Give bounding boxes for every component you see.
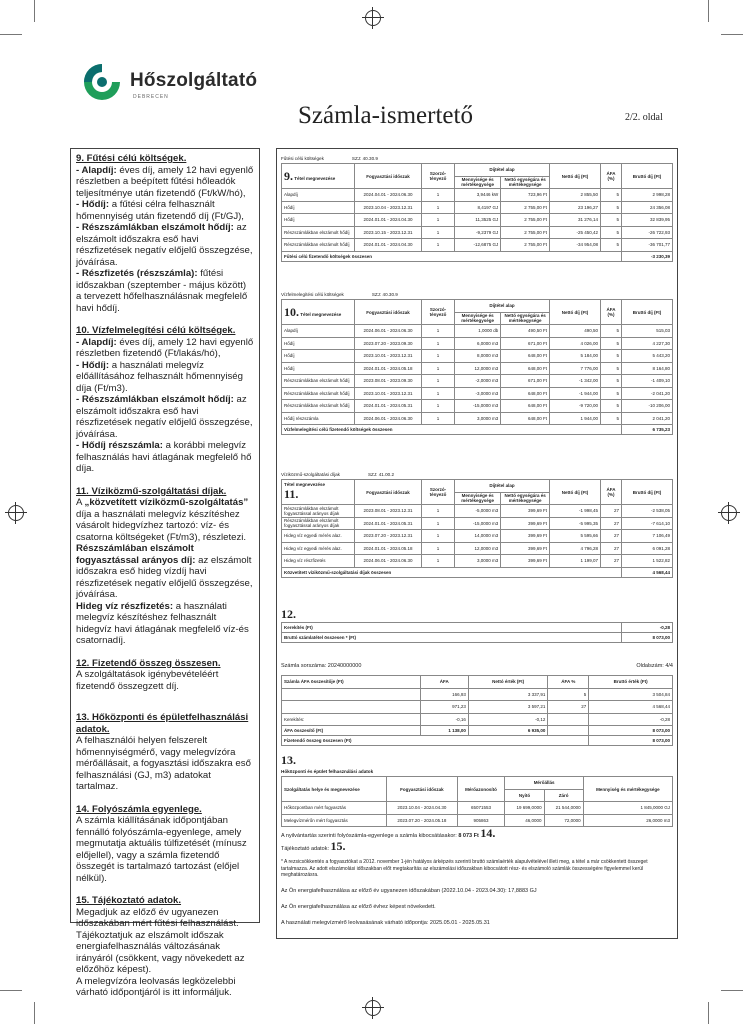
total-block bbox=[281, 607, 673, 643]
table-cell: 1 bbox=[422, 400, 455, 413]
table-cell: 4 026,00 bbox=[550, 337, 601, 350]
table-cell: -15,0000 m3 bbox=[455, 400, 501, 413]
crop-mark bbox=[34, 0, 35, 22]
table-cell: 1 bbox=[422, 350, 455, 363]
table-row bbox=[282, 239, 673, 252]
table-cell: 2 755,00 Ft bbox=[501, 226, 550, 239]
table-cell: Hődíj bbox=[282, 350, 355, 363]
table-cell: 1 522,82 bbox=[622, 555, 673, 568]
table-cell: Részszámlákban elszámolt fogyasztással arányos díjak bbox=[282, 505, 355, 518]
table-sum-label: Közvetített víziközmű-szolgáltatási díjak összesen bbox=[282, 567, 622, 577]
section-number: 13. bbox=[281, 753, 296, 767]
table-cell: 1 bbox=[422, 412, 455, 425]
table-row bbox=[282, 325, 673, 338]
table-cell: Részszámlákban elszámolt hődíj bbox=[282, 226, 355, 239]
table-cell: 1 944,00 bbox=[550, 412, 601, 425]
table-cell: Hődíj részszámla bbox=[282, 412, 355, 425]
table-cell: -26 722,93 bbox=[622, 226, 673, 239]
table-cell: 2 755,00 Ft bbox=[501, 214, 550, 227]
section-title: 15. Tájékoztató adatok. bbox=[76, 895, 182, 906]
table-cell: -2,0000 m3 bbox=[455, 375, 501, 388]
table-cell: Hődíj bbox=[282, 214, 355, 227]
table-cell: 2024.01.01 - 2024.05.31 bbox=[355, 517, 422, 530]
table-cell: Hőközpontban mért fogyasztás bbox=[282, 802, 387, 815]
table-cell: 72,0000 bbox=[544, 814, 583, 827]
company-logo-icon bbox=[82, 62, 122, 102]
table-cell: 399,69 Ft bbox=[501, 542, 550, 555]
table-cell: 2023.10.01 - 2023.12.31 bbox=[355, 350, 422, 363]
table-cell: Részszámlákban elszámolt hődíj bbox=[282, 387, 355, 400]
table-cell: -2 041,20 bbox=[622, 387, 673, 400]
table-cell: 3,9446 kW bbox=[455, 189, 501, 202]
table-cell: 2 755,00 Ft bbox=[501, 201, 550, 214]
table-cell: 1 bbox=[422, 325, 455, 338]
table-cell: 7 776,00 bbox=[550, 362, 601, 375]
table-cell: 399,69 Ft bbox=[501, 517, 550, 530]
table-cell: 1 bbox=[422, 530, 455, 543]
section-15-explanation: 15. Tájékoztató adatok. Megadjuk az előző év ugyanezen időszakában mért fűtési felhasználást. Tájékoztatjuk az elszámolt időszak energiafelhasználás változásának irányáról (csökkent, vagy növekedett az előzőhöz képest). A melegvízóra leolvasás legközelebbi várható időpontjáról is itt informáljuk. bbox=[76, 895, 254, 999]
table-cell: 2 855,50 bbox=[550, 189, 601, 202]
info-line: Az Ön energiafelhasználása az előző év ugyanezen időszakában (2022.10.04 - 2023.04.30): 17,8883 GJ bbox=[281, 887, 537, 894]
table-cell: 2023.10.04 - 2023.12.31 bbox=[355, 201, 422, 214]
table-cell: 2024.06.01 - 2024.06.30 bbox=[355, 412, 422, 425]
info-line: Az Ön energiafelhasználása az előző évhez képest növekedett. bbox=[281, 903, 436, 910]
section-10-explanation: 10. Vízfelmelegítési célú költségek. - Alapdíj: éves díj, amely 12 havi egyenlő részletben fizetendő (Ft/lakás/hó), - Hődíj: a használati melegvíz előállításához felhasznált hőmennyiség díja (Ft/m3). - Részszámlákban elszámolt hődíj: az elszámolt időszakra eső havi részfizetések negatív előjelű összegzése, jóváírása. - Hődíj részszámla: a korábbi melegvíz felhasználás havi átlagának megfelelő hő díja. bbox=[76, 325, 254, 474]
table-cell: Hideg víz egyedi mérés alaz. bbox=[282, 542, 355, 555]
table-row bbox=[282, 530, 673, 543]
crop-mark bbox=[721, 34, 743, 35]
water-utility-table: Tétel megnevezése 11. Fogyasztási időszak Szorzó-tényező Díjtétel alap Nettó díj (Ft) ÁFA (%) Bruttó díj (Ft) Mennyisége és mértékegysége Nettó egységára és mértékegysége Részszámlákban elszámolt fogyasztással arányos díjak 2023.08.01 - 2023.12.31 1 -5,0000 m3 399,69 Ft -1 998,45 27 -2 538,05 Részszámlákban elszámolt fogyasztással arányos díjak 2024.01.01 - 2024.05.31 1 -15,0000 m3 399,69 Ft -5 995,35 27 -7 614,10 Hideg víz egyedi mérés alaz. 2023.07.20 - 2023.12.31 1 14,0000 m3 399,69 Ft 5 595,66 27 7 106,49 Hideg víz egyedi mérés alaz. 2024.01.01 - 2024.05.18 1 12,0000 m3 399,69 Ft 4 796,28 27 6 091,28 Hideg víz részfizetés 2024.06.01 - 2024.06.30 1 3,0000 m3 399,69 Ft 1 199,07 27 1 522,82 Közvetített víziközmű-szolgáltatási díjak összesen 4 568,44 bbox=[281, 479, 673, 578]
table-cell: 671,00 Ft bbox=[501, 375, 550, 388]
page-number: 2/2. oldal bbox=[625, 112, 663, 123]
table-cell: -1 998,45 bbox=[550, 505, 601, 518]
info-line: A használati melegvízmérő leolvasásának várható időpontja: 2025.05.01 - 2025.05.31 bbox=[281, 919, 490, 926]
table-cell: 2023.10.01 - 2023.12.31 bbox=[355, 387, 422, 400]
table-cell: 27 bbox=[601, 555, 622, 568]
table-cell: 6,0000 m3 bbox=[455, 337, 501, 350]
table-row bbox=[282, 505, 673, 518]
invoice-sample-column bbox=[276, 148, 678, 939]
table-row bbox=[282, 201, 673, 214]
table-cell: 3,0000 m3 bbox=[455, 412, 501, 425]
table-cell: 648,00 Ft bbox=[501, 350, 550, 363]
table-cell: 648,00 Ft bbox=[501, 412, 550, 425]
table-cell: 1,0000 db bbox=[455, 325, 501, 338]
table-cell: 5 bbox=[601, 226, 622, 239]
table-cell: Részszámlákban elszámolt fogyasztással arányos díjak bbox=[282, 517, 355, 530]
table-row bbox=[282, 350, 673, 363]
table-cell: 2024.06.01 - 2024.06.30 bbox=[355, 325, 422, 338]
table-cell: 5 595,66 bbox=[550, 530, 601, 543]
registration-mark-right bbox=[721, 505, 737, 521]
section-number: 12. bbox=[281, 607, 296, 621]
table-cell: 2023.10.15 - 2023.12.31 bbox=[355, 226, 422, 239]
table-cell: 1 bbox=[422, 239, 455, 252]
table-cell: 19 699,0000 bbox=[505, 802, 544, 815]
table-row bbox=[282, 517, 673, 530]
table-cell: 399,69 Ft bbox=[501, 530, 550, 543]
table-cell: 27 bbox=[601, 530, 622, 543]
table-cell: 1 bbox=[422, 517, 455, 530]
table-cell: 2024.01.01 - 2024.04.30 bbox=[355, 239, 422, 252]
table-cell: Hideg víz egyedi mérés alaz. bbox=[282, 530, 355, 543]
table-cell: 2024.01.01 - 2024.04.30 bbox=[355, 214, 422, 227]
crop-mark bbox=[34, 1002, 35, 1024]
table-cell: Alapdíj bbox=[282, 325, 355, 338]
table-cell: 4 796,28 bbox=[550, 542, 601, 555]
table-sum-value: -3 230,39 bbox=[622, 251, 673, 261]
registration-mark-top bbox=[365, 10, 381, 26]
table-cell: -10 206,00 bbox=[622, 400, 673, 413]
table-cell: 7 106,49 bbox=[622, 530, 673, 543]
table-cell: 5 bbox=[601, 362, 622, 375]
vat-summary-block bbox=[281, 663, 673, 746]
table-cell: 5 bbox=[601, 337, 622, 350]
table-cell: 1 bbox=[422, 201, 455, 214]
table-sum-label: Fűtési célú fizetendő költségek összesen bbox=[282, 251, 622, 261]
table-row bbox=[282, 412, 673, 425]
info-block: A nyilvántartás szerinti folyószámla-egyenlege a számla kibocsátásakor: 8 073 Ft 14. Tájékoztató adatok: 15. * A rezsicsökkentés a fogyasztókat a 2012. november 1-jén hatályos árképzés szerinti bruttó számlaérték alapulvételével illeti meg, a tétel a már csökkentett összeget tartalmazza. Az adott elszámolási időszakban előt megtakarítás az elszámolási időszakban kibocsátott rész- és elszámoló számlák összességére figyelemmel kerül meghatározásra. Az Ön energiafelhasználása az előző év ugyanezen időszakában (2022.10.04 - 2023.04.30): 17,8883 GJ Az Ön energiafelhasználása az előző évhez képest növekedett. A használati melegvízmérő leolvasásának várható időpontja: 2025.05.01 - 2025.05.31 bbox=[281, 829, 673, 927]
table-cell: 65071553 bbox=[457, 802, 505, 815]
table-cell: Részszámlákban elszámolt hődíj bbox=[282, 239, 355, 252]
table-cell: -36 701,77 bbox=[622, 239, 673, 252]
table-row bbox=[282, 214, 673, 227]
table-cell: 648,00 Ft bbox=[501, 387, 550, 400]
section-title: 10. Vízfelmelegítési célú költségek. bbox=[76, 325, 236, 336]
table-row bbox=[282, 814, 673, 827]
section-title: 13. Hőközponti és épületfelhasználási adatok. bbox=[76, 712, 249, 735]
table-cell: 2023.10.04 - 2024.04.30 bbox=[387, 802, 457, 815]
table-cell: 5 bbox=[601, 239, 622, 252]
table-cell: 26,0000 m3 bbox=[583, 814, 672, 827]
crop-mark bbox=[0, 34, 22, 35]
table-cell: 5 bbox=[601, 325, 622, 338]
table-cell: 490,50 Ft bbox=[501, 325, 550, 338]
table-cell: 2024.01.01 - 2024.05.18 bbox=[355, 542, 422, 555]
table-row bbox=[282, 337, 673, 350]
table-cell: 27 bbox=[601, 517, 622, 530]
table-cell: Alapdíj bbox=[282, 189, 355, 202]
table-row bbox=[282, 362, 673, 375]
section-title: 12. Fizetendő összeg összesen. bbox=[76, 657, 221, 669]
table-cell: 32 839,95 bbox=[622, 214, 673, 227]
table-cell: 14,0000 m3 bbox=[455, 530, 501, 543]
table-row bbox=[282, 555, 673, 568]
section-title: 14. Folyószámla egyenlege. bbox=[76, 803, 202, 815]
table-cell: 27 bbox=[601, 505, 622, 518]
table-cell: 5 184,00 bbox=[550, 350, 601, 363]
table-cell: 1 bbox=[422, 375, 455, 388]
table-row bbox=[282, 542, 673, 555]
building-usage-block: 13. Hőközponti és épület felhasználási adatok Szolgáltatás helye és megnevezése Fogyasztási időszak Mérőazonosító Mérőállás Mennyiség és mértékegysége Nyitó Záró Hőközpontban mért fogyasztás 2023.10.04 - 2024.04.30 65071553 19 699,0000 21 544,0000 1 845,0000 GJ Melegvízmérőn mért fogyasztás 2023.07.20 - 2024.05.18 905863 46,0000 72,0000 26,0000 m3 bbox=[281, 753, 673, 827]
table-cell: -3,0000 m3 bbox=[455, 387, 501, 400]
table-cell: -5,0000 m3 bbox=[455, 505, 501, 518]
table-sum-value: 4 568,44 bbox=[622, 567, 673, 577]
table-cell: 8 164,80 bbox=[622, 362, 673, 375]
table-cell: 21 544,0000 bbox=[544, 802, 583, 815]
table-cell: 1 bbox=[422, 505, 455, 518]
table-cell: 5 bbox=[601, 350, 622, 363]
table-cell: 1 bbox=[422, 387, 455, 400]
table-cell: 5 bbox=[601, 412, 622, 425]
total-table: Kerekítés (Ft) -0,28 Bruttó számlatétel összesen * (Ft) 8 073,00 bbox=[281, 622, 673, 643]
table-cell: 1 bbox=[422, 542, 455, 555]
table-cell: 27 bbox=[601, 542, 622, 555]
table-cell: -2 538,05 bbox=[622, 505, 673, 518]
table-cell: -5 995,35 bbox=[550, 517, 601, 530]
table-cell: Hődíj bbox=[282, 337, 355, 350]
table-cell: 5 bbox=[601, 375, 622, 388]
table-cell: 1 bbox=[422, 555, 455, 568]
crop-mark bbox=[708, 1002, 709, 1024]
table-cell: 399,69 Ft bbox=[501, 505, 550, 518]
table-cell: Részszámlákban elszámolt hődíj bbox=[282, 375, 355, 388]
table-cell: 12,0000 m3 bbox=[455, 362, 501, 375]
table-cell: 1 bbox=[422, 362, 455, 375]
building-usage-table: Szolgáltatás helye és megnevezése Fogyasztási időszak Mérőazonosító Mérőállás Mennyiség és mértékegysége Nyitó Záró Hőközpontban mért fogyasztás 2023.10.04 - 2024.04.30 65071553 19 699,0000 21 544,0000 1 845,0000 GJ Melegvízmérőn mért fogyasztás 2023.07.20 - 2024.05.18 905863 46,0000 72,0000 26,0000 m3 bbox=[281, 776, 673, 827]
table-cell: 8,0000 m3 bbox=[455, 350, 501, 363]
table-cell: -1 944,00 bbox=[550, 387, 601, 400]
table-cell: -7 614,10 bbox=[622, 517, 673, 530]
table-cell: 2023.07.20 - 2023.12.31 bbox=[355, 530, 422, 543]
balance-line: A nyilvántartás szerinti folyószámla-egyenlege a számla kibocsátásakor: 8 073 Ft 14. bbox=[281, 826, 496, 840]
table-cell: -1 342,00 bbox=[550, 375, 601, 388]
table-cell: Hődíj bbox=[282, 201, 355, 214]
registration-mark-left bbox=[8, 505, 24, 521]
invoice-number: Számla sorszáma: 20240000000 bbox=[281, 663, 362, 669]
table-row bbox=[282, 400, 673, 413]
table-cell: Melegvízmérőn mért fogyasztás bbox=[282, 814, 387, 827]
water-heating-block: Vízfelmelegítési célú költségek SZJ: 40.30.9 10. Tétel megnevezése Fogyasztási időszak Szorzó-tényező Díjtétel alap Nettó díj (Ft) ÁFA (%) Bruttó díj (Ft) Mennyisége és mértékegysége Nettó egységára és mértékegysége Alapdíj 2024.06.01 - 2024.06.30 1 1,0000 db 490,50 Ft 490,50 5 515,03 Hődíj 2023.07.20 - 2023.09.30 1 6,0000 m3 671,00 Ft 4 026,00 5 4 227,30 Hődíj 2023.10.01 - 2023.12.31 1 8,0000 m3 648,00 Ft 5 184,00 5 5 443,20 Hődíj 2024.01.01 - 2024.05.18 1 12,0000 m3 648,00 Ft 7 776,00 5 8 164,80 Részszámlákban elszámolt hődíj 2023.08.01 - 2023.09.30 1 -2,0000 m3 671,00 Ft -1 342,00 5 -1 409,10 Részszámlákban elszámolt hődíj 2023.10.01 - 2023.12.31 1 -3,0000 m3 648,00 Ft -1 944,00 5 -2 041,20 Részszámlákban elszámolt hődíj 2024.01.01 - 2024.05.31 1 -15,0000 m3 648,00 Ft -9 720,00 5 -10 206,00 Hődíj részszámla 2024.06.01 - 2024.06.30 1 3,0000 m3 648,00 Ft 1 944,00 5 2 041,20 Vízfelmelegítési célú fizetendő költségek összesen 6 735,23 bbox=[281, 291, 673, 435]
table-cell: 1 bbox=[422, 226, 455, 239]
table-cell: 12,0000 m3 bbox=[455, 542, 501, 555]
table-cell: 5 bbox=[601, 189, 622, 202]
table-sum-value: 6 735,23 bbox=[622, 425, 673, 435]
crop-mark bbox=[708, 0, 709, 22]
table-cell: 6 091,28 bbox=[622, 542, 673, 555]
heating-costs-block: Fűtési célú költségek SZJ: 40.30.9 9. Tétel megnevezése Fogyasztási időszak Szorzó-tényező Díjtétel alap Nettó díj (Ft) ÁFA (%) Bruttó díj (Ft) Mennyisége és mértékegysége Nettó egységára és mértékegysége Alapdíj 2024.04.01 - 2024.06.30 1 3,9446 kW 723,96 Ft 2 855,50 5 2 998,28 Hődíj 2023.10.04 - 2023.12.31 1 8,4197 GJ 2 755,00 Ft 23 196,27 5 24 356,08 Hődíj 2024.01.01 - 2024.04.30 1 11,3525 GJ 2 755,00 Ft 31 276,14 5 32 839,95 Részszámlákban elszámolt hődíj 2023.10.15 - 2023.12.31 1 -9,2379 GJ 2 755,00 Ft -25 450,42 5 -26 722,93 Részszámlákban elszámolt hődíj 2024.01.01 - 2024.04.30 1 -12,6875 GJ 2 755,00 Ft -34 954,08 5 -36 701,77 Fűtési célú fizetendő költségek összesen -3 230,39 bbox=[281, 155, 673, 262]
table-cell: 5 443,20 bbox=[622, 350, 673, 363]
table-cell: 23 196,27 bbox=[550, 201, 601, 214]
table-cell: 5 bbox=[601, 400, 622, 413]
section-14-explanation: 14. Folyószámla egyenlege. A számla kiállításának időpontjában fennálló folyószámla-egyenlege, amely megmutatja aktuális túlfizetését (mínusz előjellel), vagy a számla fizetendő összegét is tartalmazó tartozást (előjel nélkül). bbox=[76, 804, 254, 885]
table-cell: 2023.08.01 - 2023.09.30 bbox=[355, 375, 422, 388]
table-sum-label: Vízfelmelegítési célú fizetendő költségek összesen bbox=[282, 425, 622, 435]
table-cell: 2023.07.20 - 2024.05.18 bbox=[387, 814, 457, 827]
table-cell: 723,96 Ft bbox=[501, 189, 550, 202]
table-cell: -9 720,00 bbox=[550, 400, 601, 413]
table-cell: 2024.01.01 - 2024.05.18 bbox=[355, 362, 422, 375]
table-cell: 5 bbox=[601, 387, 622, 400]
table-row bbox=[282, 375, 673, 388]
water-utility-block: Víziközmű-szolgáltatási díjak SZJ: 41.00.2 Tétel megnevezése 11. Fogyasztási időszak Szorzó-tényező Díjtétel alap Nettó díj (Ft) ÁFA (%) Bruttó díj (Ft) Mennyisége és mértékegysége Nettó egységára és mértékegysége Részszámlákban elszámolt fogyasztással arányos díjak 2023.08.01 - 2023.12.31 1 -5,0000 m3 399,69 Ft -1 998,45 27 -2 538,05 Részszámlákban elszámolt fogyasztással arányos díjak 2024.01.01 - 2024.05.31 1 -15,0000 m3 399,69 Ft -5 995,35 27 -7 614,10 Hideg víz egyedi mérés alaz. 2023.07.20 - 2023.12.31 1 14,0000 m3 399,69 Ft 5 595,66 27 7 106,49 Hideg víz egyedi mérés alaz. 2024.01.01 - 2024.05.18 1 12,0000 m3 399,69 Ft 4 796,28 27 6 091,28 Hideg víz részfizetés 2024.06.01 - 2024.06.30 1 3,0000 m3 399,69 Ft 1 199,07 27 1 522,82 Közvetített víziközmű-szolgáltatási díjak összesen 4 568,44 bbox=[281, 471, 673, 578]
table-cell: 2024.04.01 - 2024.06.30 bbox=[355, 189, 422, 202]
table-cell: 2 998,28 bbox=[622, 189, 673, 202]
table-cell: 2024.06.01 - 2024.06.30 bbox=[355, 555, 422, 568]
table-cell: 3,0000 m3 bbox=[455, 555, 501, 568]
table-cell: Hődíj bbox=[282, 362, 355, 375]
table-cell: 24 356,08 bbox=[622, 201, 673, 214]
table-cell: -1 409,10 bbox=[622, 375, 673, 388]
table-cell: -9,2379 GJ bbox=[455, 226, 501, 239]
brand-name: Hőszolgáltató bbox=[130, 70, 258, 91]
balance-value: 8 073 Ft bbox=[458, 833, 479, 839]
table-cell: 671,00 Ft bbox=[501, 337, 550, 350]
table-cell: 31 276,14 bbox=[550, 214, 601, 227]
table-cell: 5 bbox=[601, 214, 622, 227]
footnote: * A rezsicsökkentés a fogyasztókat a 2012. november 1-jén hatályos árképzés szerinti bruttó számlaérték alapulvételével illeti meg, a tétel a már csökkentett összeget tartalmazza. Az adott elszámolási időszakban előt megtakarítás az elszámolási időszakban kibocsátott rész- és elszámoló számlák összességére figyelemmel kerül meghatározásra. bbox=[281, 859, 648, 878]
table-cell: 1 bbox=[422, 214, 455, 227]
page-title: Számla-ismertető bbox=[298, 102, 473, 129]
table-cell: -34 954,08 bbox=[550, 239, 601, 252]
table-cell: 490,50 bbox=[550, 325, 601, 338]
table-cell: 1 bbox=[422, 337, 455, 350]
explanation-column bbox=[70, 148, 260, 998]
table-cell: 2023.08.01 - 2023.12.31 bbox=[355, 505, 422, 518]
table-cell: 4 227,30 bbox=[622, 337, 673, 350]
section-12-explanation: 12. Fizetendő összeg összesen. A szolgáltatások igénybevételéért fizetendő összegzett díj. bbox=[76, 658, 254, 693]
crop-mark bbox=[0, 990, 22, 991]
table-cell: 1 199,07 bbox=[550, 555, 601, 568]
section-title: 9. Fűtési célú költségek. bbox=[76, 153, 187, 164]
table-cell: -25 450,42 bbox=[550, 226, 601, 239]
table-cell: 648,00 Ft bbox=[501, 362, 550, 375]
table-cell: Hideg víz részfizetés bbox=[282, 555, 355, 568]
table-cell: 399,69 Ft bbox=[501, 555, 550, 568]
section-title: 11. Víziközmű-szolgáltatási díjak. bbox=[76, 485, 227, 497]
table-cell: -15,0000 m3 bbox=[455, 517, 501, 530]
table-cell: 5 bbox=[601, 201, 622, 214]
table-row bbox=[282, 387, 673, 400]
table-cell: 2 041,20 bbox=[622, 412, 673, 425]
section-11-explanation: 11. Víziközmű-szolgáltatási díjak. A „közvetített víziközmű-szolgáltatás” díja a használati melegvíz készítéshez vásárolt hidegvízhez tartozó: víz- és csatorna költségeket (Ft/m3), részletezi. Részszámlában elszámolt fogyasztással arányos díj: az elszámolt időszakra eső hideg vízdíj havi részfizetések negatív előjelű összegzése, jóváírása. Hideg víz részfizetés: a használati melegvíz készítéshez felhasznált hidegvíz havi átlagának megfelelő víz-és csatornadíj. bbox=[76, 485, 253, 646]
table-row bbox=[282, 802, 673, 815]
table-cell: 1 845,0000 GJ bbox=[583, 802, 672, 815]
table-cell: -12,6875 GJ bbox=[455, 239, 501, 252]
table-cell: 2024.01.01 - 2024.05.31 bbox=[355, 400, 422, 413]
page-count: Oldalszám: 4/4 bbox=[636, 663, 673, 669]
table-row bbox=[282, 226, 673, 239]
heating-costs-table: 9. Tétel megnevezése Fogyasztási időszak Szorzó-tényező Díjtétel alap Nettó díj (Ft) ÁFA (%) Bruttó díj (Ft) Mennyisége és mértékegysége Nettó egységára és mértékegysége Alapdíj 2024.04.01 - 2024.06.30 1 3,9446 kW 723,96 Ft 2 855,50 5 2 998,28 Hődíj 2023.10.04 - 2023.12.31 1 8,4197 GJ 2 755,00 Ft 23 196,27 5 24 356,08 Hődíj 2024.01.01 - 2024.04.30 1 11,3525 GJ 2 755,00 Ft 31 276,14 5 32 839,95 Részszámlákban elszámolt hődíj 2023.10.15 - 2023.12.31 1 -9,2379 GJ 2 755,00 Ft -25 450,42 5 -26 722,93 Részszámlákban elszámolt hődíj 2024.01.01 - 2024.04.30 1 -12,6875 GJ 2 755,00 Ft -34 954,08 5 -36 701,77 Fűtési célú fizetendő költségek összesen -3 230,39 bbox=[281, 163, 673, 262]
vat-summary-table: Számla ÁFA összesítője (Ft) ÁFA Nettó érték (Ft) ÁFA % Bruttó érték (Ft) 166,93 3 337,91 5 3 504,84 971,23 3 597,21 27 4 568,44 Kerekítés: -0,16 -0,12 -0,28 ÁFA összesítő (Ft) 1 138,00 6 935,00 8 073,00 Fizetendő összeg összesen (Ft) 8 073,00 bbox=[281, 675, 673, 746]
table-cell: 46,0000 bbox=[505, 814, 544, 827]
brand-subtitle: DEBRECEN bbox=[133, 94, 169, 100]
table-cell: 11,3525 GJ bbox=[455, 214, 501, 227]
section-9-explanation: 9. Fűtési célú költségek. - Alapdíj: éves díj, amely 12 havi egyenlő részletben a beépített fűtési hőleadók teljesítménye után fizetendő (Ft/kW/hó), - Hődíj: a fűtési célra felhasznált hőmennyiség után fizetendő díj (Ft/GJ), - Részszámlákban elszámolt hődíj: az elszámolt időszakra eső havi részfizetések negatív előjelű összegzése, jóváírása. - Részfizetés (részszámla): fűtési időszakban (szeptember - május között) a tervezett hőfelhasználásnak megfelelő havi hődíj. bbox=[76, 153, 254, 314]
table-cell: 1 bbox=[422, 189, 455, 202]
registration-mark-bottom bbox=[365, 1000, 381, 1016]
table-cell: 905863 bbox=[457, 814, 505, 827]
water-heating-table: 10. Tétel megnevezése Fogyasztási időszak Szorzó-tényező Díjtétel alap Nettó díj (Ft) ÁFA (%) Bruttó díj (Ft) Mennyisége és mértékegysége Nettó egységára és mértékegysége Alapdíj 2024.06.01 - 2024.06.30 1 1,0000 db 490,50 Ft 490,50 5 515,03 Hődíj 2023.07.20 - 2023.09.30 1 6,0000 m3 671,00 Ft 4 026,00 5 4 227,30 Hődíj 2023.10.01 - 2023.12.31 1 8,0000 m3 648,00 Ft 5 184,00 5 5 443,20 Hődíj 2024.01.01 - 2024.05.18 1 12,0000 m3 648,00 Ft 7 776,00 5 8 164,80 Részszámlákban elszámolt hődíj 2023.08.01 - 2023.09.30 1 -2,0000 m3 671,00 Ft -1 342,00 5 -1 409,10 Részszámlákban elszámolt hődíj 2023.10.01 - 2023.12.31 1 -3,0000 m3 648,00 Ft -1 944,00 5 -2 041,20 Részszámlákban elszámolt hődíj 2024.01.01 - 2024.05.31 1 -15,0000 m3 648,00 Ft -9 720,00 5 -10 206,00 Hődíj részszámla 2024.06.01 - 2024.06.30 1 3,0000 m3 648,00 Ft 1 944,00 5 2 041,20 Vízfelmelegítési célú fizetendő költségek összesen 6 735,23 bbox=[281, 299, 673, 435]
table-cell: 2 755,00 Ft bbox=[501, 239, 550, 252]
table-cell: 8,4197 GJ bbox=[455, 201, 501, 214]
table-row bbox=[282, 189, 673, 202]
crop-mark bbox=[721, 990, 743, 991]
table-cell: 648,00 Ft bbox=[501, 400, 550, 413]
table-cell: Részszámlákban elszámolt hődíj bbox=[282, 400, 355, 413]
table-cell: 515,03 bbox=[622, 325, 673, 338]
section-13-explanation: 13. Hőközponti és épületfelhasználási adatok. A felhasználói helyen felszerelt hőmennyiségmérő, vagy melegvízóra mérőállásait, a fogyasztási időszakra eső felhasználási (GJ, m3) adatokat tartalmaz. bbox=[76, 712, 254, 793]
table-cell: 2023.07.20 - 2023.09.30 bbox=[355, 337, 422, 350]
